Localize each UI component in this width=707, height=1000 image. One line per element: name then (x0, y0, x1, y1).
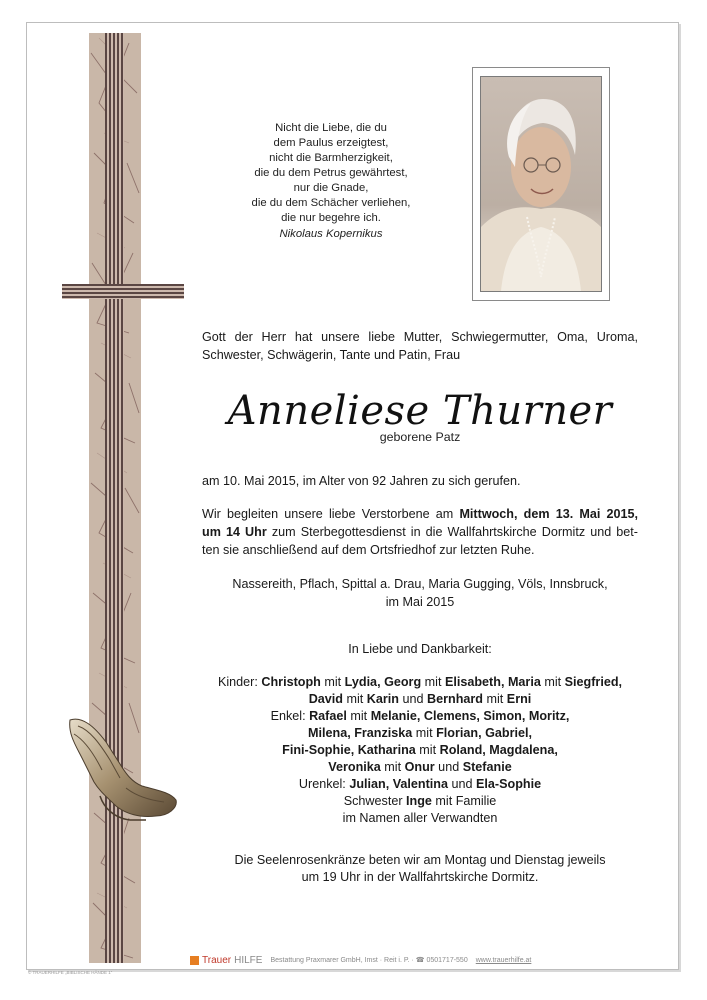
quote-line: dem Paulus erzeigtest, (273, 137, 389, 149)
family-verwandte: im Namen aller Verwandten (342, 811, 498, 825)
quote-line: die nur begehre ich. (281, 212, 381, 224)
gratitude-heading: In Liebe und Dankbarkeit: (348, 642, 492, 656)
maiden-name: geborene Patz (379, 430, 461, 444)
family-label: Enkel: (270, 709, 310, 723)
quote-line: die du dem Schächer verliehen, (251, 197, 411, 209)
trauerhilfe-logo[interactable] (190, 955, 262, 966)
family-connector: mit Familie (431, 794, 497, 808)
family-connector: und (448, 777, 477, 791)
cross-horizontal-beam (62, 284, 184, 299)
funeral-line-3: ten sie anschließend auf dem Ortsfriedhof zur letzten Ruhe. (202, 543, 535, 557)
family-name: Christoph (261, 675, 321, 689)
family-label: Urenkel: (298, 777, 350, 791)
place-date: im Mai 2015 (385, 595, 455, 609)
family-connector: mit (540, 675, 565, 689)
family-name: Erni (506, 692, 532, 706)
family-name: Karin (366, 692, 399, 706)
family-kinder-1 (202, 673, 638, 691)
funeral-line-1 (202, 505, 638, 523)
family-name: Veronika (328, 760, 381, 774)
family-connector: und (434, 760, 463, 774)
family-name: Bernhard (427, 692, 483, 706)
family-connector: mit (412, 726, 437, 740)
family-name: Onur (404, 760, 435, 774)
company-info: Bestattung Praxmarer GmbH, Imst · Reit i. P. · ☎ 0501717-550 (270, 957, 468, 964)
family-name: David (308, 692, 343, 706)
praying-hands-icon (60, 712, 180, 824)
family-connector: mit (380, 760, 405, 774)
family-name: Elisabeth, Maria (444, 675, 541, 689)
funeral-text: Wir begleiten unsere liebe Verstorbene am (202, 507, 460, 521)
family-enkel-4 (202, 758, 638, 776)
rosary-line: Die Seelenrosenkränze beten wir am Montag und Dienstag jeweils (234, 853, 606, 867)
quote-line: Nicht die Liebe, die du (275, 122, 387, 134)
quote-author: Nikolaus Kopernikus (279, 228, 383, 240)
rosary-line: um 19 Uhr in der Wallfahrtskirche Dormitz. (301, 870, 539, 884)
funeral-text: zum Sterbegottesdienst in die Wallfahrtskirche Dormitz und bet- (266, 525, 638, 539)
family-urenkel (202, 775, 638, 793)
quote-line: nicht die Barmherzigkeit, (269, 152, 393, 164)
family-connector: mit (415, 743, 440, 757)
family-kinder-2 (202, 690, 638, 708)
family-name: Inge (406, 794, 432, 808)
family-connector: mit (421, 675, 445, 689)
place-line: Nassereith, Pflach, Spittal a. Drau, Maria Gugging, Völs, Innsbruck, (232, 577, 608, 591)
quote-line: nur die Gnade, (293, 182, 369, 194)
family-name: Lydia, Georg (344, 675, 422, 689)
family-name: Fini-Sophie, Katharina (282, 743, 416, 757)
family-name: Stefanie (462, 760, 512, 774)
family-enkel-2 (202, 724, 638, 742)
funeral-date: Mittwoch, dem 13. Mai 2015, (459, 507, 639, 521)
intro-line: Schwester, Schwägerin, Tante und Patin, Frau (202, 348, 461, 362)
death-notice: am 10. Mai 2015, im Alter von 92 Jahren zu sich gerufen. (202, 474, 521, 488)
family-name: Siegfried, (564, 675, 623, 689)
footer (190, 953, 690, 967)
quote-line: die du dem Petrus gewährtest, (254, 167, 408, 179)
family-name: Roland, Magdalena, (439, 743, 558, 757)
family-name: Milena, Franziska (308, 726, 413, 740)
logo-text: Trauer (202, 954, 232, 966)
funeral-line-2 (202, 523, 638, 541)
family-name: Julian, Valentina (349, 777, 448, 791)
funeral-time: um 14 Uhr (202, 525, 267, 539)
logo-mark-icon (190, 956, 199, 965)
family-connector: mit (483, 692, 507, 706)
family-connector: mit (320, 675, 345, 689)
intro-line: Gott der Herr hat unsere liebe Mutter, Schwiegermutter, Oma, Uroma, (202, 330, 638, 344)
family-schwester (202, 792, 638, 810)
family-enkel-3 (202, 741, 638, 759)
copyright-note: © TRAUERHILFE „BIBLISCHE HÄNDE 1“ (28, 970, 113, 975)
website-link[interactable]: www.trauerhilfe.at (475, 956, 532, 964)
family-name: Rafael (309, 709, 347, 723)
family-connector: Schwester (343, 794, 407, 808)
family-enkel-1 (202, 707, 638, 725)
family-connector: mit (343, 692, 367, 706)
family-name: Ela-Sophie (476, 777, 542, 791)
family-connector: und (399, 692, 428, 706)
portrait-photo (480, 76, 602, 292)
family-name: Florian, Gabriel, (436, 726, 532, 740)
quote-block (236, 121, 426, 242)
portrait-illustration (481, 77, 601, 291)
family-name: Melanie, Clemens, Simon, Moritz, (370, 709, 570, 723)
family-label: Kinder: (217, 675, 262, 689)
deceased-name: Anneliese Thurner (227, 388, 613, 434)
family-connector: mit (346, 709, 371, 723)
logo-text: HILFE (234, 954, 263, 966)
